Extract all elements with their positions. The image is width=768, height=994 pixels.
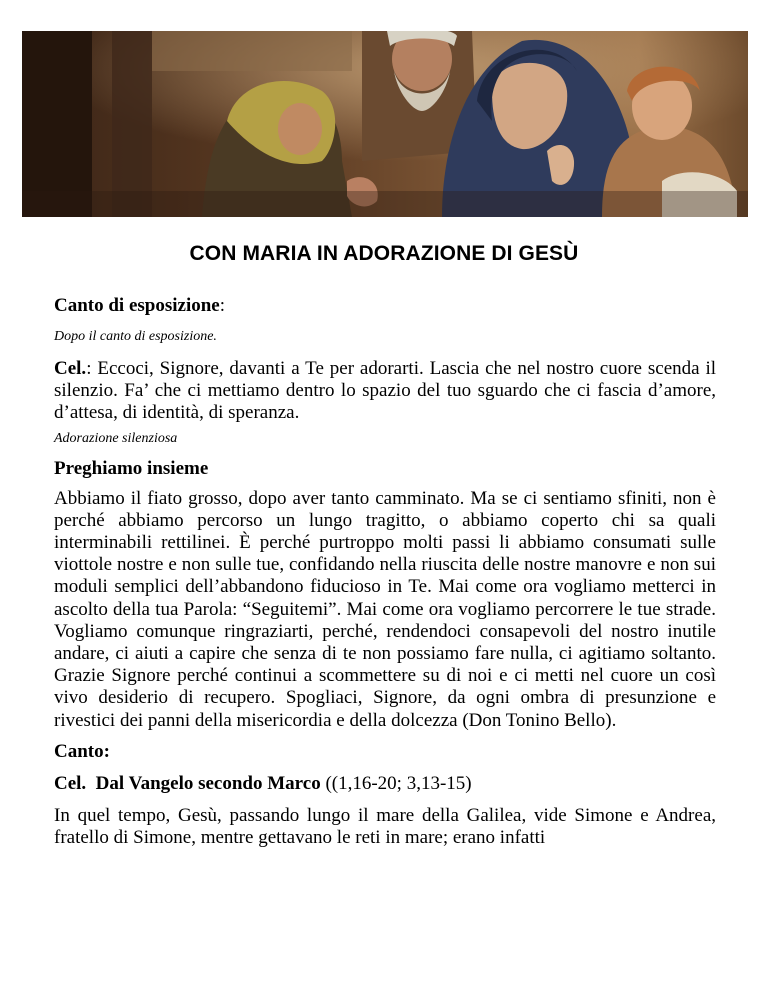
cel-label: Cel. — [54, 358, 87, 379]
preghiamo-heading — [54, 457, 716, 481]
header-painting-image — [22, 31, 748, 217]
canto-heading — [54, 740, 716, 764]
vangelo-paragraph: In quel tempo, Gesù, passando lungo il mare della Galilea, vide Simone e Andrea, fratello di Simone, mentre gettavano le reti in mare; erano infatti — [54, 804, 716, 849]
dopo-canto-note: Dopo il canto di esposizione. — [54, 329, 217, 344]
adorazione-note: Adorazione silenziosa — [54, 430, 178, 446]
preghiamo-paragraph: Abbiamo il fiato grosso, dopo aver tanto camminato. Ma se ci sentiamo sfiniti, non è perché abbiamo percorso un lungo tragitto, o abbiamo coperto chi sa quali interminabili rettilinei. È perché purtroppo molti passi li abbiamo consumati sulle viottole nostre e non sulle tue, confidando nella riuscita delle nostre manovre e non sui moduli semplici dell’abbandono fiducioso in Te. Mai come ora vogliamo metterci in ascolto della tua Parola: “Seguitemi”. Mai come ora vogliamo percorrere le tue strade. Vogliamo comunque ringraziarti, perché, rendendoci consapevoli del nostro inutile andare, ci aiuti a capire che senza di te non possiamo fare nulla, ci agitiamo soltanto. Grazie Signore perché continui a scommettere su di noi e ci metti nel cuore un così vivo desiderio di recupero. Spogliaci, Signore, da ogni ombra di presunzione e rivestici dei panni della misericordia e della dolcezza (Don Tonino Bello). — [54, 487, 716, 731]
canto-heading-label: Canto: — [54, 740, 110, 762]
cel-intro-text: : Eccoci, Signore, davanti a Te per adorarti. Lascia che nel nostro cuore scenda il silenzio. Fa’ che ci mettiamo dentro lo spazio del tuo sguardo che ci fascia d’amore, d’attesa, di identità, di speranza. — [54, 358, 716, 424]
vangelo-label: Cel. Dal Vangelo secondo Marco — [54, 772, 321, 794]
vangelo-heading — [54, 772, 716, 796]
document-body — [54, 294, 716, 849]
vangelo-ref: ((1,16-20; 3,13-15) — [320, 772, 472, 794]
canto-esposizione-heading — [54, 294, 716, 318]
cel-intro-paragraph — [54, 358, 716, 425]
painting-illustration — [22, 31, 748, 217]
canto-esposizione-label: Canto di esposizione — [54, 295, 220, 316]
page-title: CON MARIA IN ADORAZIONE DI GESÙ — [189, 242, 579, 265]
canto-esposizione-punct: : — [219, 295, 226, 316]
preghiamo-heading-label: Preghiamo insieme — [54, 457, 209, 479]
